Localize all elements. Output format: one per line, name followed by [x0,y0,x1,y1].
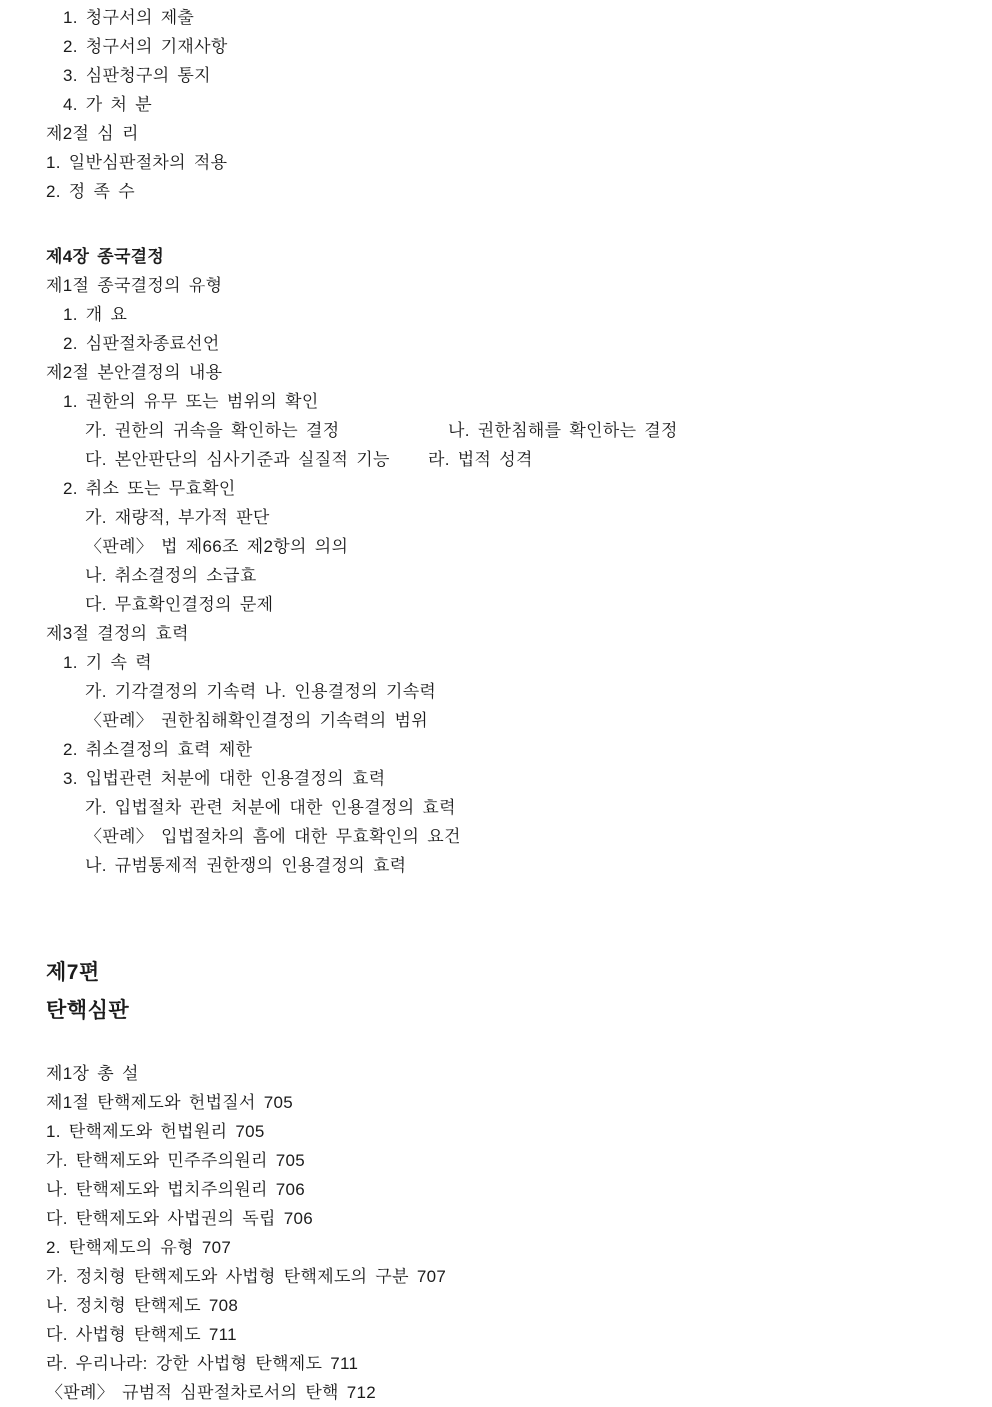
toc-line: 2. 취소결정의 효력 제한 [63,740,253,759]
toc-line: 라. 우리나라: 강한 사법형 탄핵제도 711 [46,1354,359,1373]
toc-line-case-note: 〈판례〉 입법절차의 흠에 대한 무효확인의 요건 [85,827,461,846]
toc-line: 가. 탄핵제도와 민주주의원리 705 [46,1151,306,1170]
toc-section-heading: 제2절 본안결정의 내용 [46,363,223,382]
toc-block-chapter4 [46,242,972,880]
toc-line: 나. 취소결정의 소급효 [85,566,257,585]
toc-line: 나. 탄핵제도와 법치주의원리 706 [46,1180,306,1199]
toc-line-right: 나. 권한침해를 확인하는 결정 [448,421,678,440]
toc-line: 1. 탄핵제도와 헌법원리 705 [46,1122,265,1141]
toc-section-heading: 제2절 심 리 [46,124,139,143]
toc-line: 1. 개 요 [63,305,128,324]
toc-line: 다. 무효확인결정의 문제 [85,595,274,614]
toc-line: 4. 가 처 분 [63,95,153,114]
toc-line: 가. 입법절차 관련 처분에 대한 인용결정의 효력 [85,798,456,817]
toc-section-heading: 제3절 결정의 효력 [46,624,189,643]
part-title: 탄핵심판 [46,999,130,1022]
toc-line: 가. 기각결정의 기속력 나. 인용결정의 기속력 [85,682,437,701]
toc-line: 3. 입법관련 처분에 대한 인용결정의 효력 [63,769,386,788]
toc-line: 가. 정치형 탄핵제도와 사법형 탄핵제도의 구분 707 [46,1267,447,1286]
part-number: 제7편 [46,961,100,984]
toc-section-heading: 제1절 탄핵제도와 헌법질서 705 [46,1093,294,1112]
toc-line: 나. 규범통제적 권한쟁의 인용결정의 효력 [85,856,407,875]
toc-line-left: 가. 권한의 귀속을 확인하는 결정 [85,421,340,440]
toc-line: 2. 심판절차종료선언 [63,334,220,353]
toc-line-two-col [46,445,972,474]
toc-chapter-heading: 제4장 종국결정 [46,247,165,266]
toc-line-case-note: 〈판례〉 규범적 심판절차로서의 탄핵 712 [46,1383,377,1402]
toc-line: 2. 취소 또는 무효확인 [63,479,236,498]
toc-line: 1. 기 속 력 [63,653,153,672]
toc-part7-heading [46,954,972,1030]
toc-line: 2. 청구서의 기재사항 [63,37,228,56]
toc-line: 1. 일반심판절차의 적용 [46,153,228,172]
toc-block-chapter3-remainder [46,3,972,206]
toc-line: 다. 탄핵제도와 사법권의 독립 706 [46,1209,314,1228]
toc-section-heading: 제1절 종국결정의 유형 [46,276,223,295]
toc-line: 나. 정치형 탄핵제도 708 [46,1296,239,1315]
toc-line: 2. 정 족 수 [46,182,136,201]
toc-line: 2. 탄핵제도의 유형 707 [46,1238,232,1257]
toc-line-right: 라. 법적 성격 [428,450,533,469]
toc-line: 다. 사법형 탄핵제도 711 [46,1325,237,1344]
toc-line-case-note: 〈판례〉 법 제66조 제2항의 의의 [85,537,349,556]
toc-line: 1. 권한의 유무 또는 범위의 확인 [63,392,319,411]
toc-chapter-heading: 제1장 총 설 [46,1064,139,1083]
toc-line-case-note: 〈판례〉 권한침해확인결정의 기속력의 범위 [85,711,428,730]
toc-line: 1. 청구서의 제출 [63,8,195,27]
toc-block-part7-chapter1 [46,1059,972,1407]
toc-line: 3. 심판청구의 통지 [63,66,211,85]
toc-line: 가. 재량적, 부가적 판단 [85,508,270,527]
toc-line-left: 다. 본안판단의 심사기준과 실질적 기능 [85,450,390,469]
toc-line-two-col [46,416,972,445]
